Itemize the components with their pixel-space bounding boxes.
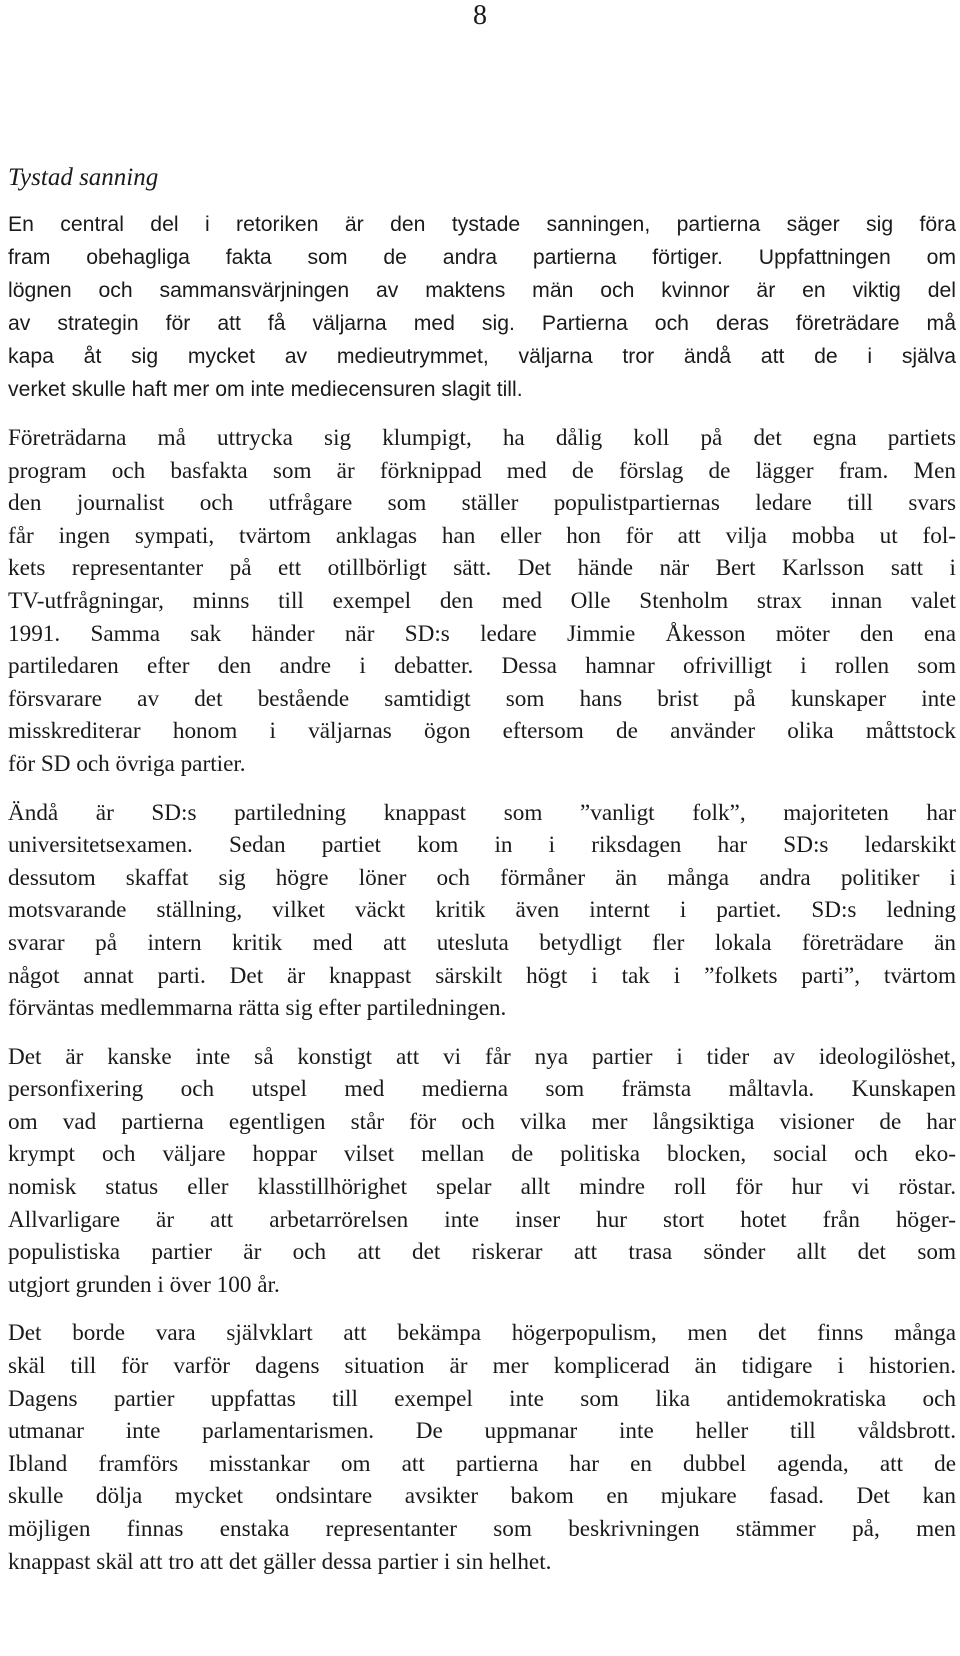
text-line: partiledaren efter den andre i debatter. Dessa hamnar ofrivilligt i rollen som [8, 653, 956, 680]
text-line: Det är kanske inte så konstigt att vi får nya partier i tider av ideologilöshet, [8, 1043, 956, 1070]
section-heading: Tystad sanning [8, 164, 159, 191]
text-line: fram obehagliga fakta som de andra partierna förtiger. Uppfattningen om [8, 246, 956, 269]
text-line: TV-utfrågningar, minns till exempel den med Olle Stenholm strax innan valet [8, 587, 956, 614]
paragraph-1 [8, 208, 956, 406]
text-line: misskrediterar honom i väljarnas ögon eftersom de använder olika måttstock [8, 718, 956, 745]
text-line: krympt och väljare hoppar vilset mellan de politiska blocken, social och eko- [8, 1141, 956, 1168]
text-line: personfixering och utspel med medierna som främsta måltavla. Kunskapen [8, 1076, 956, 1103]
text-line: skäl till för varför dagens situation är mer komplicerad än tidigare i historien. [8, 1353, 956, 1380]
text-line: kapa åt sig mycket av medieutrymmet, väljarna tror ändå att de i själva [8, 345, 956, 368]
paragraph-3 [8, 797, 956, 1025]
text-line: Det borde vara självklart att bekämpa högerpopulism, men det finns många [8, 1320, 956, 1347]
text-line: lögnen och sammansvärjningen av maktens män och kvinnor är en viktig del [8, 279, 956, 302]
paragraph-2 [8, 422, 956, 781]
text-line: får ingen sympati, tvärtom anklagas han eller hon för att vilja mobba ut fol- [8, 522, 956, 549]
text-line: något annat parti. Det är knappast särskilt högt i tak i ”folkets parti”, tvärtom [8, 962, 956, 989]
text-line: kets representanter på ett otillbörligt sätt. Det hände när Bert Karlsson satt i [8, 555, 956, 582]
text-line: om vad partierna egentligen står för och vilka mer långsiktiga visioner de har [8, 1108, 956, 1135]
paragraph-5 [8, 1317, 956, 1578]
text-line: motsvarande ställning, vilket väckt kritik även internt i partiet. SD:s ledning [8, 897, 956, 924]
text-line: Företrädarna må uttrycka sig klumpigt, ha dålig koll på det egna partiets [8, 425, 956, 451]
text-line: utmanar inte parlamentarismen. De uppmanar inte heller till våldsbrott. [8, 1418, 956, 1445]
text-line: knappast skäl att tro att det gäller dessa partier i sin helhet. [8, 1548, 552, 1575]
text-line: för SD och övriga partier. [8, 750, 246, 777]
text-line: 1991. Samma sak händer när SD:s ledare Jimmie Åkesson möter den ena [8, 620, 956, 647]
text-line: förväntas medlemmarna rätta sig efter partiledningen. [8, 995, 507, 1022]
text-line: nomisk status eller klasstillhörighet spelar allt mindre roll för hur vi röstar. [8, 1174, 956, 1201]
document-body [8, 162, 956, 1594]
page-number: 8 [473, 0, 487, 31]
text-line: den journalist och utfrågare som ställer populistpartiernas ledare till svars [8, 490, 956, 517]
text-line: program och basfakta som är förknippad med de förslag de lägger fram. Men [8, 457, 956, 484]
text-line: Ändå är SD:s partiledning knappast som ”vanligt folk”, majoriteten har [8, 799, 956, 826]
text-line: Dagens partier uppfattas till exempel inte som lika antidemokratiska och [8, 1385, 956, 1412]
text-line: av strategin för att få väljarna med sig. Partierna och deras företrädare må [8, 312, 956, 335]
text-line: möjligen finnas enstaka representanter som beskrivningen stämmer på, men [8, 1516, 956, 1542]
text-line: försvarare av det bestående samtidigt som hans brist på kunskaper inte [8, 685, 956, 712]
text-line: universitetsexamen. Sedan partiet kom in i riksdagen har SD:s ledarskikt [8, 832, 956, 859]
text-line: populistiska partier är och att det riskerar att trasa sönder allt det som [8, 1239, 956, 1266]
text-line: skulle dölja mycket ondsintare avsikter bakom en mjukare fasad. Det kan [8, 1483, 956, 1510]
text-line: utgjort grunden i över 100 år. [8, 1271, 280, 1298]
text-line: verket skulle haft mer om inte mediecensuren slagit till. [8, 378, 523, 401]
paragraph-4 [8, 1041, 956, 1302]
text-line: Allvarligare är att arbetarrörelsen inte inser hur stort hotet från höger- [8, 1206, 956, 1233]
text-line: svarar på intern kritik med att utesluta betydligt fler lokala företrädare än [8, 929, 956, 956]
text-line: Ibland framförs misstankar om att partierna har en dubbel agenda, att de [8, 1450, 956, 1477]
text-line: dessutom skaffat sig högre löner och förmåner än många andra politiker i [8, 864, 956, 891]
text-line: En central del i retoriken är den tystade sanningen, partierna säger sig föra [8, 213, 956, 236]
